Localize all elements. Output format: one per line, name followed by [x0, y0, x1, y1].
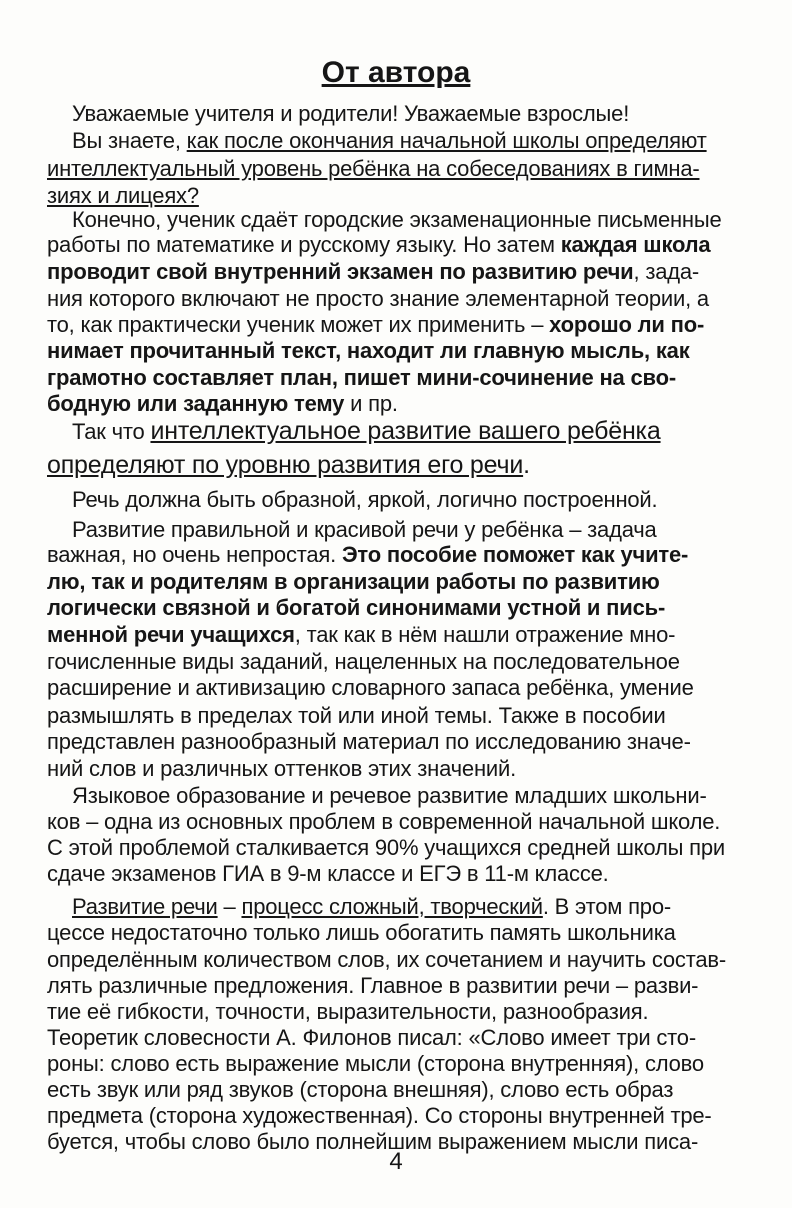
page-title: От автора — [321, 56, 471, 89]
text-line: буется, чтобы слово было полнейшим выражением мысли писа- — [47, 1129, 699, 1154]
underlined-phrase: определяют по уровню развития его речи — [47, 451, 524, 479]
text-line: работы по математике и русскому языку. Но затем каждая школа — [47, 232, 711, 257]
text-line — [47, 594, 665, 621]
text-line: ний слов и различных оттенков этих значений. — [47, 756, 516, 781]
text-line: размышлять в пределах той или иной темы. Также в пособии — [47, 703, 666, 728]
bold-phrase: каждая школа — [560, 232, 711, 257]
text-line: ния которого включают не просто знание элементарной теории, а — [47, 286, 709, 311]
text-line: Языковое образование и речевое развитие младших школьни- — [72, 783, 707, 808]
text-line: важная, но очень непростая. Это пособие поможет как учите- — [47, 542, 689, 567]
text-line: расширение и активизацию словарного запаса ребёнка, умение — [47, 675, 694, 700]
bold-phrase: менной речи учащихся — [47, 622, 295, 647]
bold-phrase: лю, так и родителям в организации работы по развитию — [47, 569, 660, 594]
text-line: С этой проблемой сталкивается 90% учащихся средней школы при — [47, 835, 725, 860]
text-line: цессе недостаточно только лишь обогатить память школьника — [47, 920, 676, 945]
bold-phrase: бодную или заданную тему — [47, 391, 345, 416]
text-line: проводит свой внутренний экзамен по развитию речи, зада- — [47, 259, 700, 284]
text-line: Речь должна быть образной, яркой, логично построенной. — [72, 487, 658, 512]
bold-phrase: нимает прочитанный текст, находит ли главную мысль, как — [47, 338, 690, 363]
text-line: менной речи учащихся, так как в нём нашли отражение мно- — [47, 622, 676, 647]
text-line: лять различные предложения. Главное в развитии речи – разви- — [47, 973, 699, 998]
text-line: предмета (сторона художественная). Со стороны внутренней тре- — [47, 1103, 712, 1128]
underlined-phrase: интеллектуальный уровень ребёнка на собеседованиях в гимна- — [47, 156, 700, 181]
text-line: сдаче экзаменов ГИА в 9-м классе и ЕГЭ в 11-м классе. — [47, 861, 609, 886]
text-line: Развитие правильной и красивой речи у ребёнка – задача — [72, 517, 657, 542]
text-line: Конечно, ученик сдаёт городские экзаменационные письменные — [72, 207, 722, 232]
text-line — [47, 568, 660, 595]
text-line: определённым количеством слов, их сочетанием и научить состав- — [47, 947, 727, 972]
text-line: Так что интеллектуальное развитие вашего ребёнка — [72, 417, 661, 445]
text-line: роны: слово есть выражение мысли (сторона внутренняя), слово — [47, 1051, 704, 1076]
bold-phrase: логически связной и богатой синонимами устной и пись- — [47, 595, 666, 620]
bold-phrase: проводит свой внутренний экзамен по развитию речи — [47, 259, 634, 284]
text-line: бодную или заданную тему и пр. — [47, 391, 398, 416]
text-line — [47, 337, 690, 364]
text-line — [47, 155, 700, 182]
underlined-phrase: интеллектуальное развитие вашего ребёнка — [150, 417, 661, 445]
underlined-phrase: как после окончания начальной школы определяют — [186, 128, 707, 153]
underlined-phrase: процесс сложный, творческий — [241, 894, 543, 919]
underlined-phrase: Развитие речи — [72, 894, 218, 919]
text-line: гочисленные виды заданий, нацеленных на последовательное — [47, 649, 680, 674]
text-line: Вы знаете, как после окончания начальной школы определяют — [72, 128, 707, 153]
page-number: 4 — [389, 1148, 403, 1175]
text-line: Теоретик словесности А. Филонов писал: «Слово имеет три сто- — [47, 1025, 696, 1050]
text-line: определяют по уровню развития его речи. — [47, 451, 530, 479]
text-line: представлен разнообразный материал по исследованию значе- — [47, 729, 691, 754]
text-line: Уважаемые учителя и родители! Уважаемые взрослые! — [72, 101, 630, 126]
text-line: есть звук или ряд звуков (сторона внешняя), слово есть образ — [47, 1077, 674, 1102]
underlined-phrase: зиях и лицеях? — [47, 183, 199, 208]
text-line: Развитие речи – процесс сложный, творческий. В этом про- — [72, 894, 672, 919]
bold-phrase: Это пособие поможет как учите- — [341, 542, 689, 567]
text-line: тие её гибкости, точности, выразительности, разнообразия. — [47, 999, 649, 1024]
text-line: то, как практически ученик может их применить – хорошо ли по- — [47, 312, 705, 337]
text-line — [47, 182, 199, 209]
text-line: ков – одна из основных проблем в современной начальной школе. — [47, 809, 721, 834]
bold-phrase: хорошо ли по- — [549, 312, 705, 337]
text-line — [47, 364, 676, 391]
bold-phrase: грамотно составляет план, пишет мини-сочинение на сво- — [47, 365, 676, 390]
